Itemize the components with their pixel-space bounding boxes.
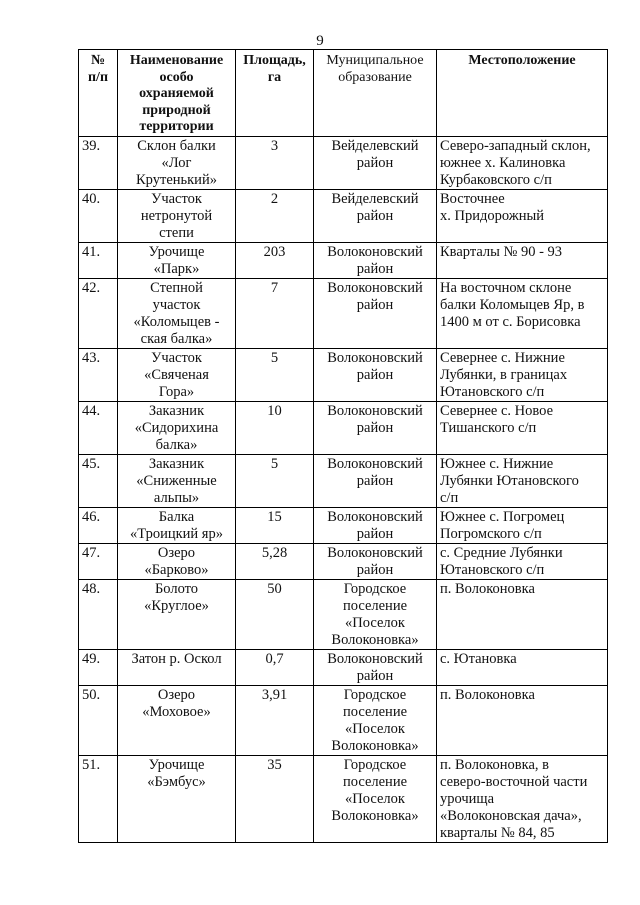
- location-cell: с. Ютановка: [437, 649, 608, 685]
- area-name-cell: Заказник «Сидорихина балка»: [118, 401, 236, 454]
- page-number: 9: [316, 33, 324, 49]
- table-row: [79, 401, 608, 454]
- row-number-cell: 43.: [79, 348, 118, 401]
- area-name-cell: Озеро «Моховое»: [118, 685, 236, 755]
- area-size-cell: 7: [236, 278, 314, 348]
- municipality-cell: Волоконовский район: [314, 454, 437, 507]
- municipality-cell: Городское поселение «Поселок Волоконовка»: [314, 579, 437, 649]
- row-number-cell: 49.: [79, 649, 118, 685]
- row-number-cell: 46.: [79, 507, 118, 543]
- area-name-cell: Затон р. Оскол: [118, 649, 236, 685]
- municipality-cell: Волоконовский район: [314, 507, 437, 543]
- table-row: [79, 579, 608, 649]
- header-municipality: Муниципальное образование: [314, 50, 437, 137]
- municipality-cell: Волоконовский район: [314, 543, 437, 579]
- area-size-cell: 15: [236, 507, 314, 543]
- row-number-cell: 45.: [79, 454, 118, 507]
- municipality-cell: Вейделевский район: [314, 136, 437, 189]
- row-number-cell: 48.: [79, 579, 118, 649]
- header-num: № п/п: [79, 50, 118, 137]
- location-cell: Южнее с. Погромец Погромского с/п: [437, 507, 608, 543]
- location-cell: п. Волоконовка: [437, 579, 608, 649]
- table-row: [79, 685, 608, 755]
- header-area: Площадь, га: [236, 50, 314, 137]
- municipality-cell: Волоконовский район: [314, 242, 437, 278]
- location-cell: Севернее с. Нижние Лубянки, в границах Ютановского с/п: [437, 348, 608, 401]
- area-name-cell: Озеро «Барково»: [118, 543, 236, 579]
- location-cell: Северо-западный склон, южнее х. Калиновка Курбаковского с/п: [437, 136, 608, 189]
- table-row: [79, 189, 608, 242]
- table-row: [79, 755, 608, 842]
- area-name-cell: Участок нетронутой степи: [118, 189, 236, 242]
- location-cell: На восточном склоне балки Коломыцев Яр, в 1400 м от с. Борисовка: [437, 278, 608, 348]
- municipality-cell: Вейделевский район: [314, 189, 437, 242]
- area-size-cell: 0,7: [236, 649, 314, 685]
- area-name-cell: Участок «Свяченая Гора»: [118, 348, 236, 401]
- area-size-cell: 50: [236, 579, 314, 649]
- area-name-cell: Балка «Троицкий яр»: [118, 507, 236, 543]
- table-row: [79, 507, 608, 543]
- table-row: [79, 242, 608, 278]
- table-row: [79, 454, 608, 507]
- municipality-cell: Городское поселение «Поселок Волоконовка»: [314, 685, 437, 755]
- area-size-cell: 5: [236, 348, 314, 401]
- area-size-cell: 5,28: [236, 543, 314, 579]
- location-cell: с. Средние Лубянки Ютановского с/п: [437, 543, 608, 579]
- row-number-cell: 42.: [79, 278, 118, 348]
- area-size-cell: 3,91: [236, 685, 314, 755]
- location-cell: Восточнее х. Придорожный: [437, 189, 608, 242]
- table-row: [79, 543, 608, 579]
- row-number-cell: 40.: [79, 189, 118, 242]
- area-size-cell: 10: [236, 401, 314, 454]
- protected-areas-table: [78, 49, 608, 843]
- location-cell: Кварталы № 90 - 93: [437, 242, 608, 278]
- area-size-cell: 203: [236, 242, 314, 278]
- area-size-cell: 5: [236, 454, 314, 507]
- row-number-cell: 44.: [79, 401, 118, 454]
- area-name-cell: Степной участок «Коломыцев - ская балка»: [118, 278, 236, 348]
- area-name-cell: Болото «Круглое»: [118, 579, 236, 649]
- municipality-cell: Волоконовский район: [314, 401, 437, 454]
- location-cell: п. Волоконовка: [437, 685, 608, 755]
- table-row: [79, 136, 608, 189]
- row-number-cell: 47.: [79, 543, 118, 579]
- area-size-cell: 2: [236, 189, 314, 242]
- header-name: Наименование особо охраняемой природной территории: [118, 50, 236, 137]
- table-row: [79, 278, 608, 348]
- row-number-cell: 39.: [79, 136, 118, 189]
- area-name-cell: Заказник «Сниженные альпы»: [118, 454, 236, 507]
- area-name-cell: Урочище «Парк»: [118, 242, 236, 278]
- area-name-cell: Склон балки «Лог Крутенький»: [118, 136, 236, 189]
- area-name-cell: Урочище «Бэмбус»: [118, 755, 236, 842]
- row-number-cell: 51.: [79, 755, 118, 842]
- table-body: [79, 136, 608, 842]
- row-number-cell: 41.: [79, 242, 118, 278]
- area-size-cell: 35: [236, 755, 314, 842]
- municipality-cell: Городское поселение «Поселок Волоконовка»: [314, 755, 437, 842]
- municipality-cell: Волоконовский район: [314, 649, 437, 685]
- location-cell: Севернее с. Новое Тишанского с/п: [437, 401, 608, 454]
- row-number-cell: 50.: [79, 685, 118, 755]
- municipality-cell: Волоконовский район: [314, 348, 437, 401]
- area-size-cell: 3: [236, 136, 314, 189]
- table-row: [79, 649, 608, 685]
- location-cell: п. Волоконовка, в северо-восточной части урочища «Волоконовская дача», кварталы № 84, 85: [437, 755, 608, 842]
- table-row: [79, 348, 608, 401]
- table-header-row: [79, 50, 608, 137]
- municipality-cell: Волоконовский район: [314, 278, 437, 348]
- header-location: Местоположение: [437, 50, 608, 137]
- location-cell: Южнее с. Нижние Лубянки Ютановского с/п: [437, 454, 608, 507]
